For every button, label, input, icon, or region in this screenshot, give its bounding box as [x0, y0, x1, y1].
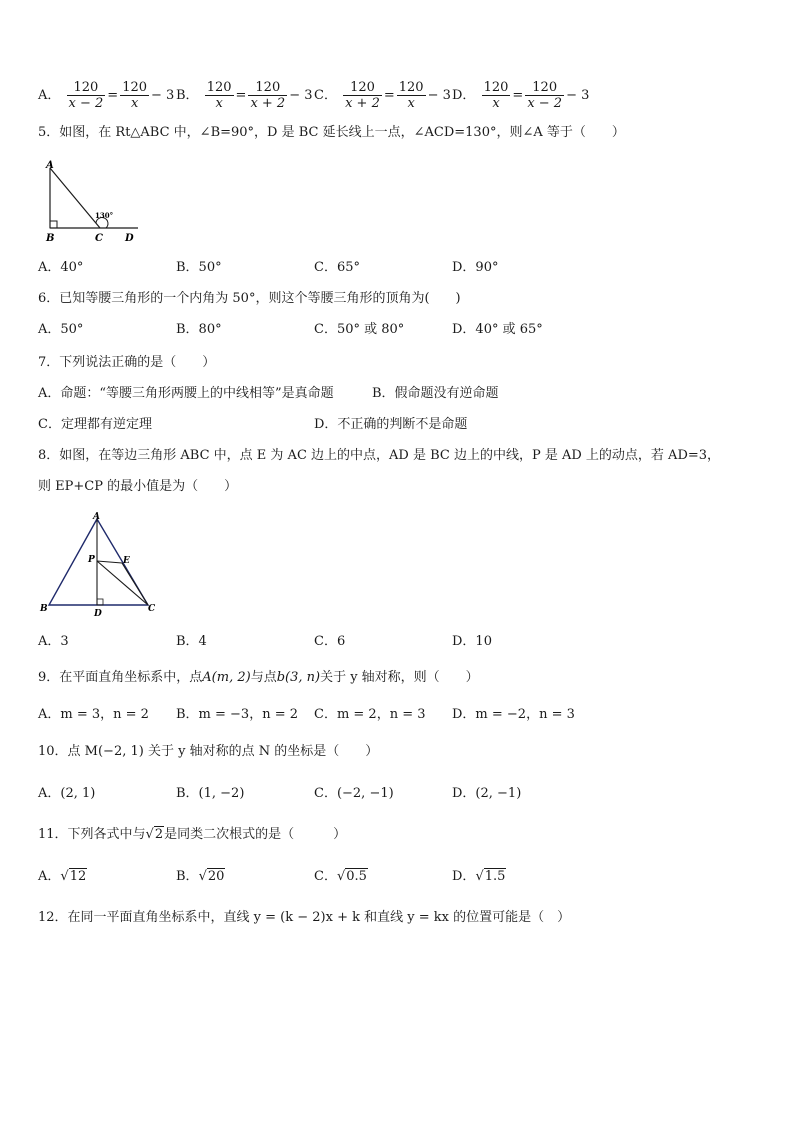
q6-option-a: A．50° [38, 322, 84, 337]
q10-option-b: B．(1, −2) [176, 786, 245, 801]
radicand: 2 [154, 827, 164, 842]
segment-pe [97, 561, 122, 563]
label-a: A [93, 512, 100, 522]
q5-option-c: C．65° [314, 260, 360, 275]
label-c: C [148, 604, 156, 614]
q6-option-d: D．40° 或 65° [452, 322, 543, 337]
option-letter: A． [38, 88, 61, 103]
q9-suffix: 关于 y 轴对称，则（ ） [320, 670, 479, 685]
label-b: B [40, 604, 48, 614]
label-c: C [95, 233, 103, 244]
q11-text [38, 826, 346, 844]
q10-option-d: D．(2, −1) [452, 786, 522, 801]
q9-point-b: b(3, n) [276, 670, 321, 685]
q9-option-c: C．m = 2，n = 3 [314, 707, 426, 722]
q5-option-a: A．40° [38, 260, 84, 275]
denominator: x [407, 96, 415, 111]
q11-suffix: 是同类二次根式的是（ ） [164, 827, 347, 842]
tail: − 3 [566, 87, 590, 103]
q11-option-c [314, 868, 368, 886]
fraction [205, 80, 234, 111]
segment-ac [50, 168, 100, 228]
right-angle-mark [97, 599, 103, 605]
q9-point-a: A(m, 2) [202, 670, 251, 685]
tail: − 3 [151, 87, 175, 103]
denominator: x [130, 96, 139, 111]
fraction [525, 80, 564, 111]
label-a: A [46, 160, 54, 171]
option-letter: D． [452, 869, 476, 884]
fraction [482, 80, 511, 111]
sqrt: √20 [198, 869, 225, 884]
right-angle-mark [50, 221, 57, 228]
fraction [397, 80, 426, 111]
q10-option-a: A．(2, 1) [38, 786, 96, 801]
q8-option-b: B．4 [176, 634, 207, 649]
fraction [343, 80, 382, 111]
label-p: P [88, 555, 95, 565]
option-letter: A． [38, 869, 61, 884]
q9-option-a: A．m = 3，n = 2 [38, 707, 149, 722]
q9-option-b: B．m = −3，n = 2 [176, 707, 299, 722]
q6-option-b: B．80° [176, 322, 222, 337]
tail: − 3 [289, 87, 313, 103]
q4-option-a: A． $\frac{120}{x - 2}$ = $\frac{120}{x}$ − 3 [38, 80, 175, 111]
q9-prefix: 9．在平面直角坐标系中，点 [38, 670, 203, 685]
numerator: 120 [398, 80, 424, 95]
label-e: E [123, 556, 130, 566]
q5-figure [36, 158, 146, 244]
denominator: x [492, 96, 500, 111]
segment-ec [122, 563, 148, 605]
label-angle: 130° [95, 211, 114, 220]
denominator: x − 2 [68, 96, 104, 111]
sqrt: √2 [145, 827, 164, 842]
q11-option-b [176, 868, 225, 886]
fraction [67, 80, 106, 111]
q8-option-a: A．3 [38, 634, 69, 649]
q7-text: 7．下列说法正确的是（ ） [38, 355, 216, 370]
q8-text-line1: 8．如图，在等边三角形 ABC 中，点 E 为 AC 边上的中点，AD 是 BC 边上的中线，P 是 AD 上的动点，若 AD=3， [38, 448, 721, 463]
numerator: 120 [67, 80, 106, 96]
q8-text-line2: 则 EP+CP 的最小值是为（ ） [38, 479, 238, 494]
q8-option-d: D．10 [452, 634, 492, 649]
q8-option-c: C．6 [314, 634, 346, 649]
option-letter: C． [314, 88, 337, 103]
radicand: 12 [69, 869, 87, 884]
q4-option-c: C． $\frac{120}{x + 2}$ = $\frac{120}{x}$ − 3 [314, 80, 451, 111]
q9-mid: 与点 [250, 670, 277, 685]
q8-figure [38, 511, 160, 621]
denominator: x + 2 [250, 96, 286, 111]
numerator: 120 [248, 80, 287, 96]
fraction [120, 80, 149, 111]
label-d: D [94, 609, 102, 619]
sqrt: √0.5 [336, 869, 367, 884]
q6-option-c: C．50° 或 80° [314, 322, 405, 337]
fraction [248, 80, 287, 111]
q5-option-b: B．50° [176, 260, 222, 275]
q6-text: 6．已知等腰三角形的一个内角为 50°，则这个等腰三角形的顶角为( ) [38, 291, 461, 306]
numerator: 120 [483, 80, 509, 95]
q7-option-b: B．假命题没有逆命题 [372, 386, 499, 401]
denominator: x − 2 [527, 96, 563, 111]
q7-option-c: C．定理都有逆定理 [38, 417, 152, 432]
numerator: 120 [525, 80, 564, 96]
denominator: x + 2 [345, 96, 380, 111]
label-b: B [46, 233, 55, 244]
sqrt: √12 [60, 869, 87, 884]
q11-option-d [452, 868, 506, 886]
q10-option-c: C．(−2, −1) [314, 786, 394, 801]
numerator: 120 [206, 80, 232, 95]
segment-pc [97, 561, 148, 605]
label-d: D [125, 233, 134, 244]
q4-option-d: D． $\frac{120}{x}$ = $\frac{120}{x - 2}$ − 3 [452, 80, 590, 111]
radicand: 0.5 [346, 869, 367, 884]
sqrt: √1.5 [475, 869, 506, 884]
q9-option-d: D．m = −2，n = 3 [452, 707, 575, 722]
numerator: 120 [343, 80, 382, 96]
option-letter: B． [176, 88, 199, 103]
option-letter: D． [452, 88, 476, 103]
radicand: 20 [207, 869, 225, 884]
q5-text: 5．如图，在 Rt△ABC 中，∠B=90°，D 是 BC 延长线上一点，∠ACD=130°，则∠A 等于（ ） [38, 125, 625, 140]
tail: − 3 [427, 87, 451, 103]
q9-text [38, 669, 479, 687]
q12-text: 12．在同一平面直角坐标系中，直线 y = (k − 2)x + k 和直线 y = kx 的位置可能是（ ） [38, 910, 571, 925]
radicand: 1.5 [484, 869, 506, 884]
q11-option-a [38, 868, 87, 886]
option-letter: C． [314, 869, 337, 884]
q4-option-b: B． $\frac{120}{x}$ = $\frac{120}{x + 2}$ − 3 [176, 80, 313, 111]
q10-text: 10．点 M(−2, 1) 关于 y 轴对称的点 N 的坐标是（ ） [38, 744, 379, 759]
q7-option-d: D．不正确的判断不是命题 [314, 417, 468, 432]
numerator: 120 [122, 80, 148, 95]
option-letter: B． [176, 869, 199, 884]
denominator: x [215, 96, 223, 111]
q7-option-a: A．命题：“等腰三角形两腰上的中线相等”是真命题 [38, 386, 334, 401]
q11-prefix: 11．下列各式中与 [38, 827, 146, 842]
q5-option-d: D．90° [452, 260, 499, 275]
